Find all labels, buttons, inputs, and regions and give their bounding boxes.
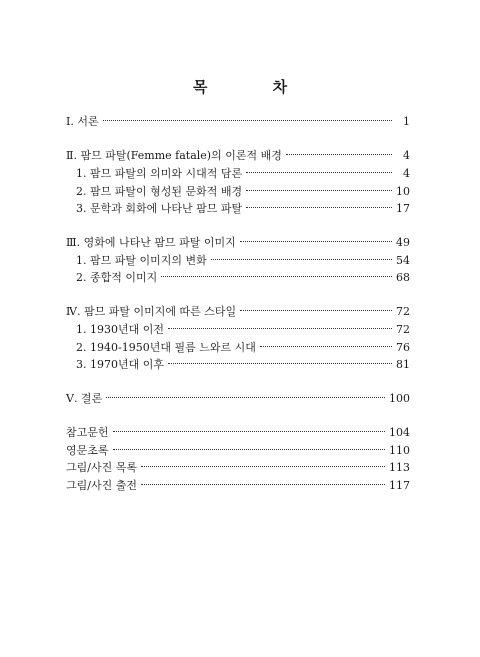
toc-entry [66, 387, 410, 406]
toc-entry-page: 54 [396, 254, 410, 267]
toc-entry [66, 474, 410, 493]
toc-entry-label: 그림/사진 목록 [66, 461, 137, 474]
toc-entry-label: 2. 팜므 파탈이 형성된 문화적 배경 [76, 185, 243, 198]
toc-entry-label: 영문초록 [66, 444, 109, 457]
toc-entry-label: Ⅴ. 결론 [66, 392, 103, 405]
toc-entry-label: 3. 문학과 회화에 나타난 팜므 파탈 [76, 202, 243, 215]
toc-entry-page: 72 [396, 305, 410, 318]
leader-dots [161, 262, 392, 277]
leader-dots [211, 245, 392, 260]
toc-entry-label: Ⅰ. 서론 [66, 115, 99, 128]
leader-dots [113, 417, 385, 432]
toc-entry-page: 113 [389, 461, 410, 474]
leader-dots [240, 227, 392, 242]
toc-entry-page: 4 [403, 167, 410, 180]
leader-dots [286, 140, 392, 155]
toc-entry-page: 100 [389, 392, 410, 405]
leader-dots [260, 332, 392, 347]
toc-entry-label: 2. 1940-1950년대 필름 느와르 시대 [76, 341, 256, 354]
toc-entry-page: 10 [396, 185, 410, 198]
leader-dots [168, 349, 392, 364]
toc-entry-page: 17 [396, 202, 410, 215]
toc-entry-label: 1. 팜므 파탈의 의미와 시대적 담론 [76, 167, 243, 180]
toc-entry-label: 1. 팜므 파탈 이미지의 변화 [76, 254, 207, 267]
toc-entry-page: 68 [396, 271, 410, 284]
toc-entry-page: 76 [396, 341, 410, 354]
leader-dots [168, 314, 392, 329]
toc-entry-label: 그림/사진 출전 [66, 479, 137, 492]
toc-entry [76, 353, 410, 372]
toc-entry-page: 81 [396, 358, 410, 371]
toc-entry [76, 197, 410, 216]
leader-dots [240, 296, 392, 311]
leader-dots [246, 193, 392, 208]
leader-dots [246, 176, 392, 191]
leader-dots [106, 383, 385, 398]
toc-entry [76, 266, 410, 285]
toc-entry-page: 110 [389, 444, 410, 457]
toc-entry-label: 3. 1970년대 이후 [76, 358, 164, 371]
leader-dots [246, 158, 392, 173]
leader-dots [113, 435, 385, 450]
toc-entry-page: 117 [389, 479, 410, 492]
toc-entry-page: 72 [396, 323, 410, 336]
toc-entry-page: 4 [403, 149, 410, 162]
toc-entry-page: 1 [403, 115, 410, 128]
leader-dots [141, 452, 385, 467]
toc-entry-label: 참고문헌 [66, 426, 109, 439]
toc-entry-label: 1. 1930년대 이전 [76, 323, 164, 336]
toc-entry-label: Ⅲ. 영화에 나타난 팜므 파탈 이미지 [66, 236, 236, 249]
leader-dots [141, 470, 385, 485]
toc-title: 목 차 [192, 78, 318, 96]
toc-entry-label: 2. 종합적 이미지 [76, 271, 158, 284]
leader-dots [103, 106, 392, 121]
toc-entry-page: 49 [396, 236, 410, 249]
toc-entry-label: Ⅳ. 팜므 파탈 이미지에 따른 스타일 [66, 305, 237, 318]
toc-entry-page: 104 [389, 426, 410, 439]
toc-entry-label: Ⅱ. 팜므 파탈(Femme fatale)의 이론적 배경 [66, 149, 282, 162]
toc-entry [66, 110, 410, 129]
